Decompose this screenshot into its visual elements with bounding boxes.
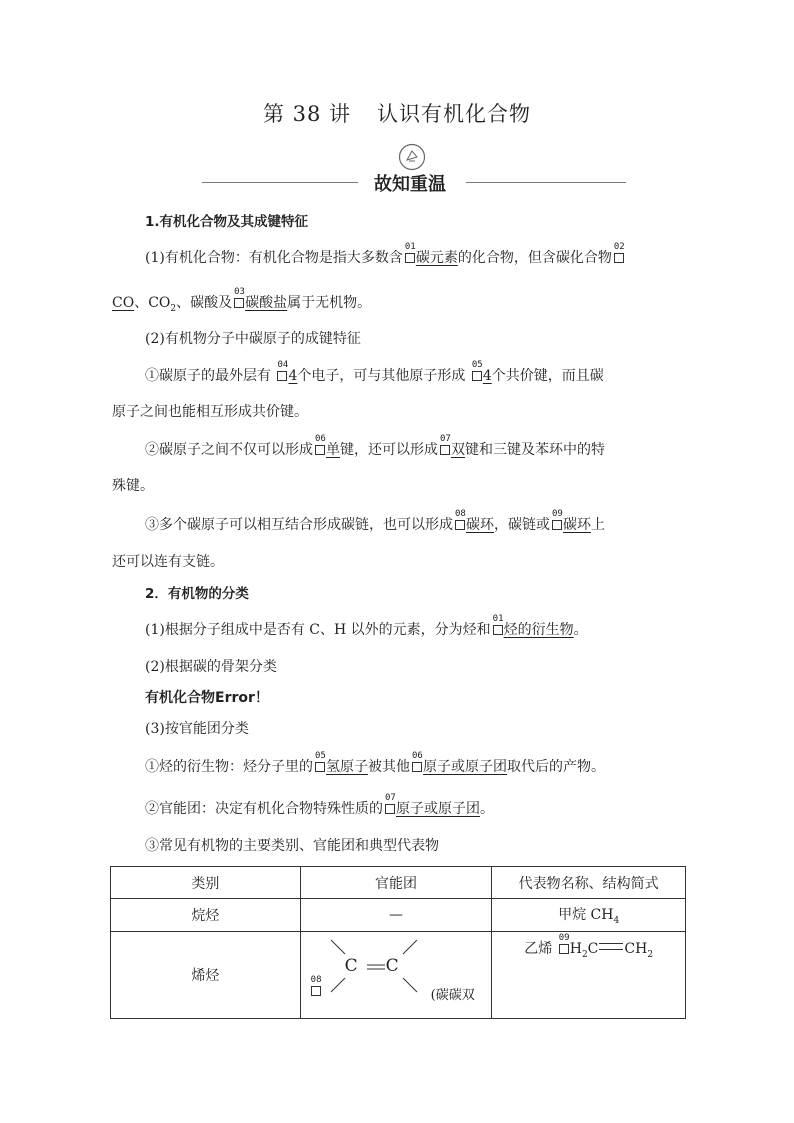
paragraph: ②官能团：决定有机化合物特殊性质的 07 原子或原子团。	[145, 793, 494, 817]
answer-box: 06	[412, 762, 422, 772]
paragraph: 有机化合物Error！	[145, 690, 269, 706]
banner-rule-left	[202, 182, 358, 183]
answer-box: 04	[277, 371, 287, 381]
table-header-cell: 代表物名称、结构简式	[492, 867, 686, 899]
answer-box: 01	[493, 625, 503, 635]
table-cell: 乙烯 09 $H_2C$ $CH_2$	[492, 932, 686, 1019]
table-header-row	[111, 867, 686, 899]
table-cell: 甲烷 $CH_4$	[492, 899, 686, 932]
lesson-number: 第 38 讲	[262, 102, 352, 126]
page-title	[0, 98, 794, 128]
bond-note: (碳碳双	[430, 988, 475, 1003]
table-cell	[300, 932, 492, 1019]
answer-box: 08	[311, 986, 321, 996]
lesson-title: 认识有机化合物	[377, 102, 532, 126]
answer-box: 06	[315, 445, 325, 455]
table-header-cell: 官能团	[300, 867, 492, 899]
carbon-atom: C	[385, 956, 399, 976]
answer-box: 09	[552, 520, 562, 530]
double-bond-line	[599, 943, 623, 950]
paragraph: 原子之间也能相互形成共价键。	[112, 404, 308, 420]
paragraph: ③常见有机物的主要类别、官能团和典型代表物	[145, 838, 439, 854]
answer-box: 07	[440, 445, 450, 455]
banner-rule-right	[466, 182, 626, 183]
paragraph: 还可以连有支链。	[112, 554, 224, 570]
lightbulb-icon	[398, 143, 426, 171]
answer-box: 09	[559, 944, 569, 954]
table-cell: —	[300, 899, 492, 932]
answer-box: 03	[234, 298, 244, 308]
paragraph: ②碳原子之间不仅可以形成 06 单键，还可以形成 07 双键和三键及苯环中的特	[145, 434, 605, 458]
table-cell: 烷烃	[111, 899, 301, 932]
carbon-atom: C	[344, 956, 358, 976]
paragraph: (2)根据碳的骨架分类	[145, 659, 277, 675]
table-header-cell: 类别	[111, 867, 301, 899]
answer-box: 05	[472, 371, 482, 381]
paragraph: CO、$CO_2$、碳酸及 03 碳酸盐属于无机物。	[112, 287, 372, 314]
answer-box: 07	[385, 804, 395, 814]
table-row	[111, 899, 686, 932]
answer-box: 05	[315, 762, 325, 772]
paragraph: (2)有机物分子中碳原子的成键特征	[145, 331, 361, 347]
section-banner: 故知重温	[374, 174, 446, 195]
answer-box: 01	[405, 253, 415, 263]
table-row	[111, 932, 686, 1019]
paragraph: (1)有机化合物：有机化合物是指大多数含 01 碳元素的化合物，但含碳化合物 02	[145, 242, 625, 266]
paragraph: ①碳原子的最外层有 04 4个电子，可与其他原子形成 05 4个共价键，而且碳	[145, 360, 604, 384]
paragraph: (3)按官能团分类	[145, 721, 249, 737]
paragraph: (1)根据分子组成中是否有 C、H 以外的元素，分为烃和 01 烃的衍生物。	[145, 614, 588, 638]
paragraph: 殊键。	[112, 478, 154, 494]
paragraph: ③多个碳原子可以相互结合形成碳链，也可以形成 08 碳环，碳链或 09 碳环上	[145, 509, 605, 533]
section-2-heading: 2．有机物的分类	[145, 586, 249, 602]
double-bond-diagram	[301, 932, 492, 1018]
answer-box: 08	[455, 520, 465, 530]
table-cell: 烯烃	[111, 932, 301, 1019]
section-1-heading: 1.有机化合物及其成键特征	[145, 214, 309, 230]
answer-box: 02	[614, 253, 624, 263]
organic-classes-table	[110, 866, 686, 1019]
paragraph: ①烃的衍生物：烃分子里的 05 氢原子被其他 06 原子或原子团取代后的产物。	[145, 751, 605, 775]
